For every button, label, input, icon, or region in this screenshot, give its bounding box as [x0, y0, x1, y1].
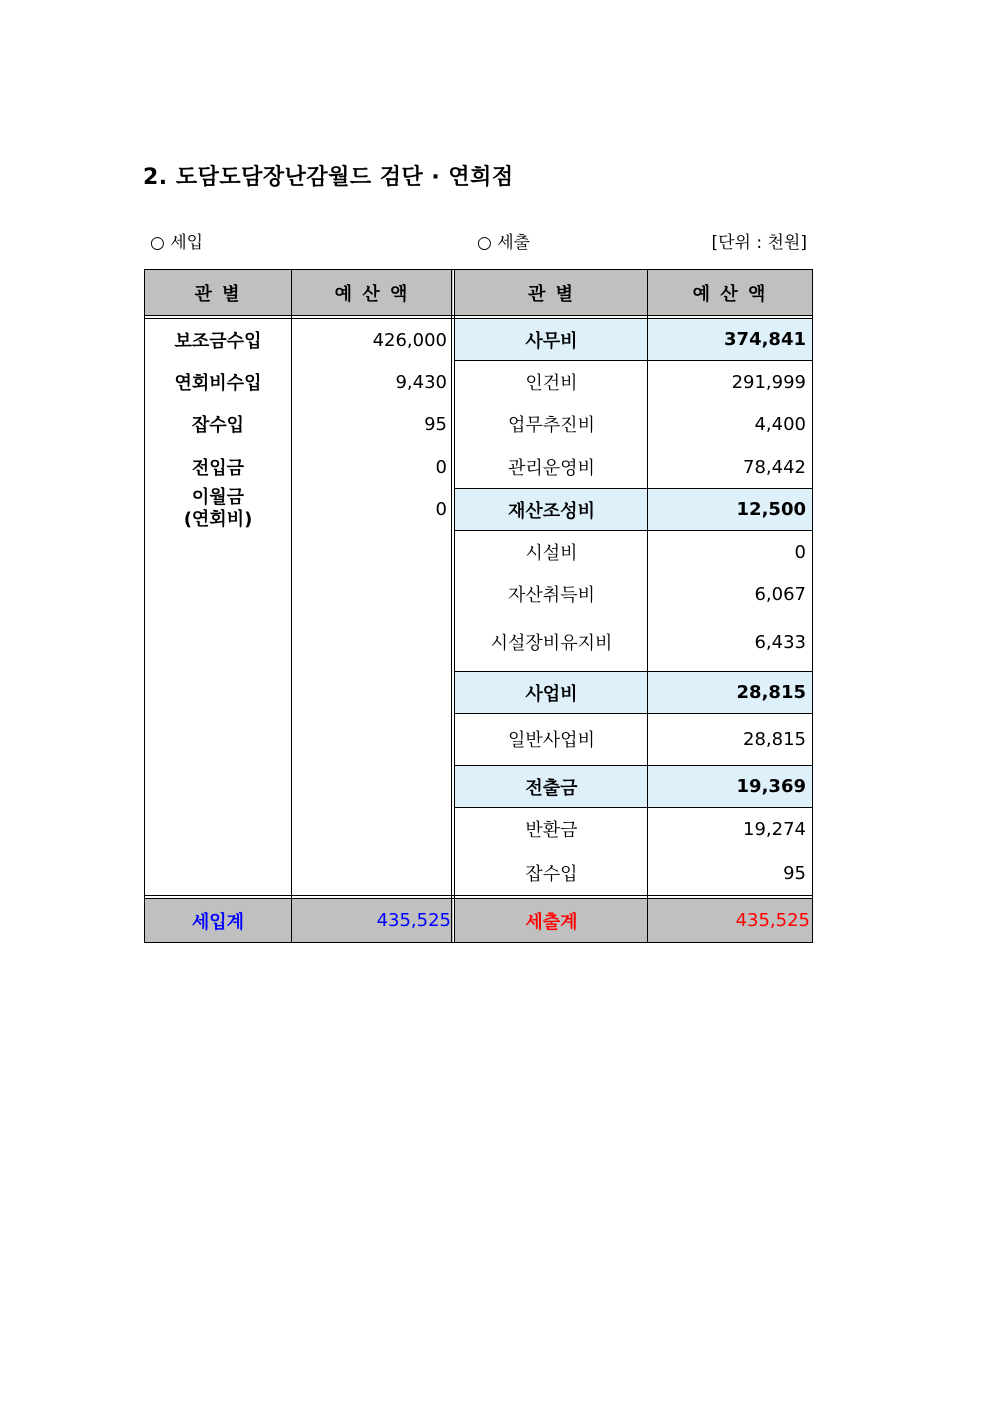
row-divider	[455, 360, 812, 361]
income-name: 전입금	[191, 458, 245, 479]
expense-group-name: 전출금	[455, 766, 648, 807]
expense-name: 인건비	[525, 373, 578, 394]
expense-category-header: 관 별	[455, 270, 648, 316]
expense-group-name: 재산조성비	[455, 489, 648, 530]
expense-group-amount: 28,815	[648, 672, 812, 713]
column-divider	[454, 270, 455, 942]
column-divider	[291, 270, 292, 942]
expense-amount: 78,442	[743, 456, 806, 478]
row-divider	[455, 671, 812, 672]
expense-group-amount: 19,369	[648, 766, 812, 807]
row-divider	[455, 530, 812, 531]
income-name: 보조금수입	[174, 331, 262, 352]
row-divider	[145, 318, 812, 319]
expense-amount: 95	[783, 862, 806, 884]
expense-amount: 28,815	[743, 728, 806, 750]
row-divider	[145, 895, 812, 896]
expense-name: 시설비	[525, 543, 578, 564]
income-amount: 0	[435, 498, 447, 520]
expense-name: 반환금	[525, 820, 578, 841]
expense-amount: 6,067	[754, 583, 806, 605]
expense-total-label: 세출계	[455, 899, 648, 942]
row-divider	[455, 765, 812, 766]
expense-heading: ○ 세출	[477, 233, 531, 253]
income-name: 이월금 (연회비)	[183, 487, 253, 530]
row-divider	[455, 807, 812, 808]
expense-amount: 6,433	[754, 631, 806, 653]
expense-amount: 4,400	[754, 413, 806, 435]
expense-name: 관리운영비	[508, 458, 595, 479]
income-amount-header: 예 산 액	[291, 270, 453, 316]
income-category-header: 관 별	[145, 270, 291, 316]
expense-name: 자산취득비	[508, 585, 595, 606]
expense-name: 일반사업비	[508, 730, 595, 751]
expense-name: 시설장비유지비	[490, 633, 613, 654]
expense-total-amount: 435,525	[648, 899, 812, 942]
column-divider	[451, 270, 452, 942]
income-total-label: 세입계	[145, 899, 291, 942]
expense-group-amount: 374,841	[648, 319, 812, 360]
row-divider	[455, 713, 812, 714]
row-divider	[145, 898, 812, 899]
income-heading: ○ 세입	[150, 233, 204, 253]
income-amount: 0	[435, 456, 447, 478]
income-amount: 426,000	[372, 329, 447, 351]
income-amount: 95	[424, 413, 447, 435]
expense-name: 잡수입	[525, 864, 578, 885]
income-name: 잡수입	[191, 415, 245, 436]
row-divider	[145, 315, 812, 316]
expense-group-name: 사무비	[455, 319, 648, 360]
column-divider	[647, 270, 648, 942]
income-amount: 9,430	[395, 371, 447, 393]
income-total-amount: 435,525	[291, 899, 453, 942]
expense-group-name: 사업비	[455, 672, 648, 713]
page-title: 2. 도담도담장난감월드 검단 · 연희점	[143, 165, 514, 190]
budget-table	[144, 269, 813, 943]
expense-name: 업무추진비	[508, 415, 595, 436]
expense-amount: 0	[794, 541, 806, 563]
unit-label: [단위 : 천원]	[711, 233, 807, 253]
expense-amount-header: 예 산 액	[648, 270, 812, 316]
expense-amount: 19,274	[743, 818, 806, 840]
income-name: 연회비수입	[174, 373, 262, 394]
row-divider	[455, 488, 812, 489]
expense-group-amount: 12,500	[648, 489, 812, 530]
expense-amount: 291,999	[731, 371, 806, 393]
